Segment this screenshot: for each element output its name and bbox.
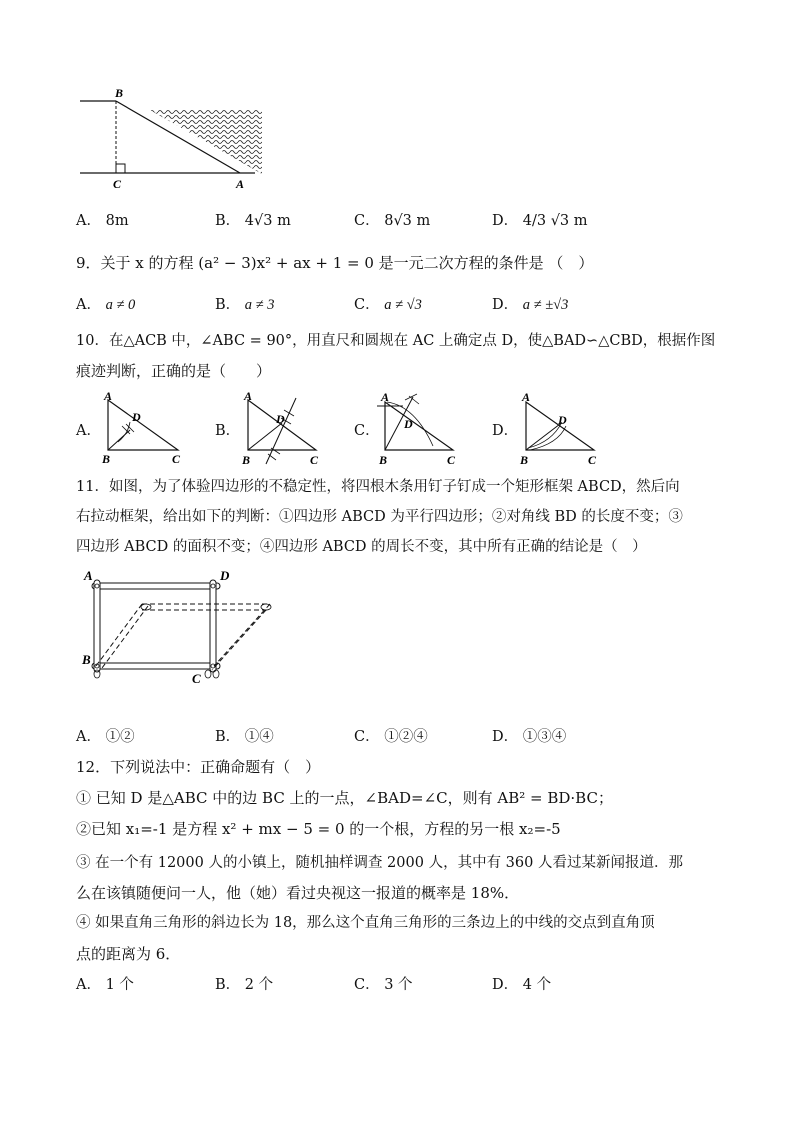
option-text: 8m [105,213,129,229]
option-text: ①② [105,729,135,745]
label-a: A [236,177,245,191]
right-angle-mark [116,164,125,173]
q12-item2: ②已知 x₁=-1 是方程 x² + mx − 5 = 0 的一个根，方程的另一根 x₂=-5 [76,820,561,838]
option-letter: A． [76,729,101,745]
q12-option-d[interactable] [492,974,551,996]
label-c: C [172,452,181,466]
option-letter: D． [492,977,519,993]
dashed-parallelogram [96,604,270,670]
q12-option-c[interactable] [354,974,413,996]
option-letter: A． [76,297,101,313]
q11-option-d[interactable] [492,726,566,748]
label-a: A [381,392,390,404]
label-a: A [104,392,113,403]
option-text: 8√3 m [384,213,431,229]
q11-stem-line1: 11．如图，为了体验四边形的不稳定性，将四根木条用钉子钉成一个矩形框架 ABCD，然后向 [76,479,680,495]
label-c: C [113,177,122,191]
option-text: a ≠ ±√3 [522,297,569,313]
label-c: C [588,453,597,467]
water-region [150,110,262,174]
q10-figure-a [96,392,186,467]
left-stick [94,580,100,672]
option-text: ①③④ [522,729,567,745]
label-b: B [102,452,111,466]
label-c: C [447,453,456,467]
q12-option-b[interactable] [215,974,273,996]
q10-option-d[interactable]: D． [492,423,519,439]
option-letter: D． [492,297,519,313]
q8-option-a[interactable] [76,210,129,232]
option-text: 3 个 [384,977,413,993]
label-a: A [244,390,253,403]
option-text: a ≠ 0 [105,297,136,313]
q12-option-a[interactable] [76,974,134,996]
option-text: 4√3 m [244,213,291,229]
option-text: 1 个 [105,977,134,993]
option-letter: C． [354,297,380,313]
label-b: B [242,453,251,467]
q9-option-c[interactable] [354,294,422,316]
q10-stem-line1: 10．在△ACB 中，∠ABC = 90°，用直尺和圆规在 AC 上确定点 D，使△BAD∽△CBD，根据作图 [76,333,716,349]
q8-option-d[interactable] [492,210,588,232]
label-d: D [220,568,230,583]
option-text: 4 个 [522,977,552,993]
option-text: a ≠ √3 [384,297,422,313]
option-text: ①④ [244,729,274,745]
option-letter: D． [492,213,519,229]
q12-item4-line2: 点的距离为 6． [76,945,181,963]
option-letter: A． [76,213,101,229]
option-text: 4/3 √3 m [522,213,588,229]
option-letter: B． [215,977,241,993]
label-c: C [192,671,201,686]
label-a: A [522,392,531,404]
label-b: B [82,652,91,667]
option-text: a ≠ 3 [244,297,275,313]
option-letter: C． [354,729,380,745]
label-d: D [558,413,567,427]
label-b: B [520,453,529,467]
q8-figure [70,84,270,194]
label-a: A [84,568,93,583]
label-d: D [276,412,285,426]
q10-option-a[interactable]: A． [76,423,101,439]
q9-option-b[interactable] [215,294,274,316]
top-stick [92,583,220,589]
q10-figure-d [514,392,604,468]
option-text: 2 个 [244,977,274,993]
q9-option-a[interactable] [76,294,135,316]
q8-option-c[interactable] [354,210,430,232]
q9-option-d[interactable] [492,294,568,316]
q12-item4-line1: ④ 如果直角三角形的斜边长为 18，那么这个直角三角形的三条边上的中线的交点到直角顶 [76,915,655,931]
q10-figure-c [375,392,465,468]
label-c: C [310,453,319,467]
bottom-stick [92,663,220,669]
label-b: B [379,453,388,467]
q12-stem: 12．下列说法中：正确命题有（ ） [76,758,321,776]
q10-option-b[interactable]: B． [215,423,241,439]
option-letter: A． [76,977,101,993]
right-stick [210,580,216,672]
q11-stem-line2: 右拉动框架，给出如下的判断：①四边形 ABCD 为平行四边形；②对角线 BD 的长度不变；③ [76,509,683,525]
q11-option-b[interactable] [215,726,274,748]
label-b: B [115,86,124,100]
q12-item3-line2: 么在该镇随便问一人，他（她）看过央视这一报道的概率是 18%． [76,884,520,902]
option-letter: B． [215,297,241,313]
q9-stem: 9．关于 x 的方程 (a² − 3)x² + ax + 1 = 0 是一元二次方程的条件是 （ ） [76,254,594,272]
option-letter: B． [215,729,241,745]
option-letter: C． [354,213,380,229]
option-text: ①②④ [384,729,428,745]
option-letter: C． [354,977,380,993]
q8-option-b[interactable] [215,210,291,232]
label-d: D [132,410,141,424]
label-d: D [404,417,413,431]
q12-item1: ① 已知 D 是△ABC 中的边 BC 上的一点，∠BAD=∠C，则有 AB² = BD·BC； [76,789,613,807]
q11-option-a[interactable] [76,726,135,748]
option-letter: D． [492,729,519,745]
q10-figure-b [236,390,331,468]
q12-item3-line1: ③ 在一个有 12000 人的小镇上，随机抽样调查 2000 人，其中有 360 人看过某新闻报道．那 [76,855,683,871]
q10-option-c[interactable]: C． [354,423,380,439]
q10-stem-line2: 痕迹判断，正确的是（ ） [76,362,272,380]
option-letter: B． [215,213,241,229]
q11-option-c[interactable] [354,726,428,748]
q11-figure [80,566,280,686]
q11-stem-line3: 四边形 ABCD 的面积不变；④四边形 ABCD 的周长不变，其中所有正确的结论是（ ） [76,539,647,555]
